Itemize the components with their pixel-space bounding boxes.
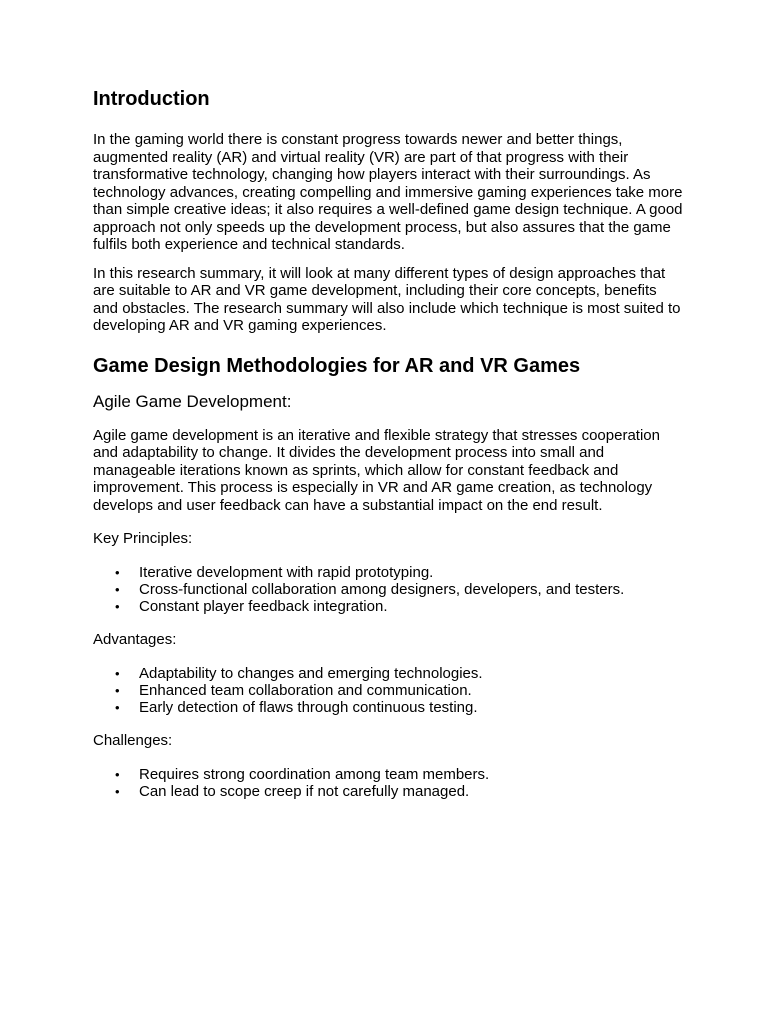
- list-item: • Constant player feedback integration.: [115, 597, 388, 615]
- introduction-heading: Introduction: [93, 88, 210, 110]
- bullet-icon: •: [115, 581, 120, 597]
- bullet-icon: •: [115, 783, 120, 799]
- intro-paragraph-2: In this research summary, it will look at many different types of design approaches that are suitable to AR and VR game development, including their core concepts, benefits and obstacles. The research summary will also include which technique is most suited to developing AR and VR gaming experiences.: [93, 264, 681, 334]
- advantages-list: [93, 665, 683, 717]
- agile-subheading: Agile Game Development:: [93, 391, 292, 411]
- bullet-icon: •: [115, 700, 120, 716]
- bullet-icon: •: [115, 598, 120, 614]
- bullet-icon: •: [115, 564, 120, 580]
- list-item: • Requires strong coordination among team members.: [115, 765, 490, 783]
- agile-paragraph: Agile game development is an iterative and flexible strategy that stresses cooperation and adaptability to change. It divides the development process into small and manageable iterations known as sprints, which allow for constant feedback and improvement. This process is especially in VR and AR game creation, as technology develops and user feedback can have a substantial impact on the end result.: [93, 426, 660, 514]
- document-page: [93, 86, 683, 816]
- bullet-icon: •: [115, 665, 120, 681]
- list-item: • Adaptability to changes and emerging technologies.: [115, 664, 483, 682]
- list-item: • Enhanced team collaboration and communication.: [115, 681, 472, 699]
- list-item: • Early detection of flaws through continuous testing.: [115, 699, 478, 717]
- bullet-icon: •: [115, 766, 120, 782]
- intro-paragraph-1: In the gaming world there is constant progress towards newer and better things, augmented reality (AR) and virtual reality (VR) are part of that progress with their transformative technology, changing how players interact with their surroundings. As technology advances, creating compelling and immersive gaming experiences take more than simple creative ideas; it also requires a well-defined game design technique. A good approach not only speeds up the development process, but also assures that the game fulfils both experience and technical standards.: [93, 131, 683, 253]
- key-principles-label: Key Principles:: [93, 530, 193, 547]
- challenges-list: [93, 766, 683, 800]
- list-item: • Cross-functional collaboration among designers, developers, and testers.: [115, 580, 625, 598]
- bullet-icon: •: [115, 682, 120, 698]
- advantages-label: Advantages:: [93, 631, 177, 649]
- list-item: • Iterative development with rapid prototyping.: [115, 563, 434, 581]
- challenges-label: Challenges:: [93, 732, 173, 750]
- key-principles-list: [93, 564, 683, 616]
- methodologies-heading: Game Design Methodologies for AR and VR Games: [93, 354, 581, 377]
- list-item: • Can lead to scope creep if not carefully managed.: [115, 782, 470, 800]
